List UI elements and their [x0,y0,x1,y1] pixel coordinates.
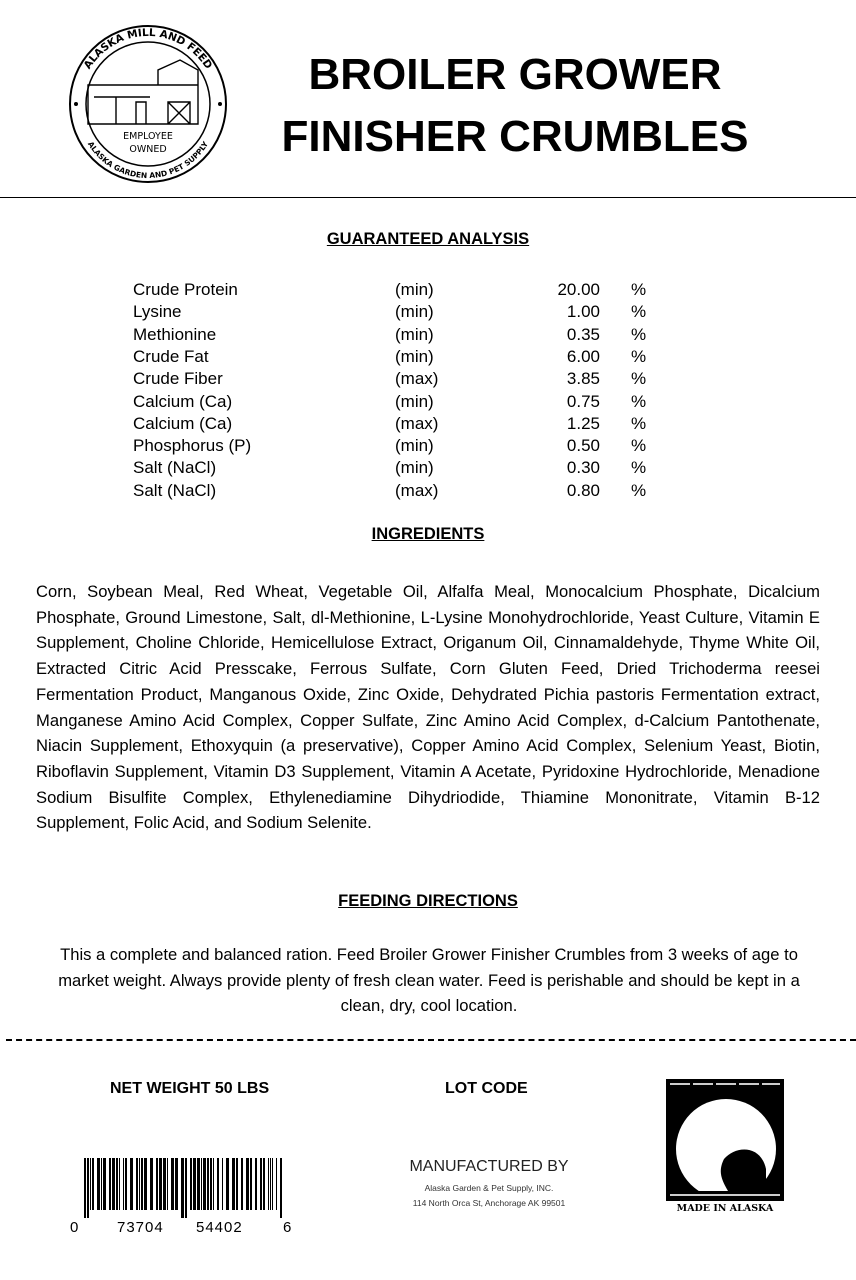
manufactured-by-label: MANUFACTURED BY [409,1158,569,1175]
barcode-bar [119,1158,120,1210]
nutrient-name: Calcium (Ca) [133,391,233,411]
nutrient-name: Crude Fat [133,346,209,366]
barcode-bar [226,1158,229,1210]
nutrient-basis: (min) [395,391,434,411]
manufacturer-block [380,1158,598,1208]
barcode-bar [103,1158,106,1210]
barcode-bar [125,1158,127,1210]
nutrient-basis: (max) [395,413,439,433]
barcode-bar [246,1158,249,1210]
barcode-bar [268,1158,269,1210]
barcode-digit-1: 0 [70,1219,79,1236]
barcode-bar [190,1158,192,1210]
nutrient-name: Salt (NaCl) [133,458,217,478]
barcode-bar [272,1158,273,1210]
barcode-bar [280,1158,282,1218]
barcode-bar [171,1158,174,1210]
svg-text:ALASKA GARDEN AND PET SUPPLY: ALASKA GARDEN AND PET SUPPLY [86,139,210,181]
ingredients-heading: INGREDIENTS [371,525,485,543]
nutrient-value: 0.75 [566,391,600,411]
title-line-1: BROILER GROWER [308,50,722,99]
barcode-bar [263,1158,265,1210]
barcode-bar [201,1158,202,1210]
barcode-bar [139,1158,140,1210]
nutrient-basis: (min) [395,458,434,478]
nutrient-unit: % [631,280,647,299]
barcode-bar [270,1158,271,1210]
barcode [82,1158,286,1218]
nutrient-unit: % [631,302,647,322]
barcode-bar [276,1158,277,1210]
nutrient-value: 1.00 [566,302,600,322]
nutrient-basis: (max) [395,480,439,500]
barcode-bar [175,1158,178,1210]
barcode-bar [144,1158,147,1210]
nutrient-value: 0.50 [566,436,600,456]
barcode-bar [217,1158,219,1210]
nutrient-value: 3.85 [566,369,600,389]
barcode-bar [203,1158,206,1210]
barcode-bar [90,1158,91,1210]
nutrient-name: Crude Fiber [133,369,223,389]
guaranteed-analysis-heading: GUARANTEED ANALYSIS [326,230,530,248]
nutrient-name: Crude Protein [133,280,238,299]
polar-bear-icon [666,1079,784,1201]
barcode-bar [84,1158,86,1218]
nutrient-value: 0.80 [566,480,600,500]
nutrient-basis: (min) [395,324,434,344]
lot-code-label: LOT CODE [445,1080,528,1097]
nutrient-unit: % [631,324,647,344]
nutrient-basis: (min) [395,302,434,322]
barcode-bar [150,1158,153,1210]
nutrient-basis: (min) [395,346,434,366]
nutrient-value: 0.35 [566,324,600,344]
barcode-bar [207,1158,209,1210]
nutrient-name: Phosphorus (P) [133,436,252,456]
alaska-mill-and-feed-logo [58,22,238,187]
nutrient-unit: % [631,480,647,500]
barcode-bar [255,1158,257,1210]
barcode-bar [213,1158,214,1210]
nutrient-unit: % [631,413,647,433]
nutrient-basis: (min) [395,436,434,456]
barcode-digits-2: 73704 [117,1219,164,1236]
made-in-alaska-logo [666,1079,784,1201]
nutrient-value: 0.30 [566,458,600,478]
header-divider [0,197,856,198]
title-line-2: FINISHER CRUMBLES [281,112,749,161]
barcode-bar [101,1158,102,1210]
nutrient-name: Calcium (Ca) [133,413,233,433]
svg-text:EMPLOYEE: EMPLOYEE [123,131,173,142]
product-title [230,44,800,168]
feeding-directions-text: This a complete and balanced ration. Feed Broiler Grower Finisher Crumbles from 3 weeks of age to market weight. Always provide plenty of fresh clean water. Feed is perishable and should be kept in a clean, dry, cool location. [58,945,800,1016]
barcode-bar [130,1158,133,1210]
feeding-directions-heading: FEEDING DIRECTIONS [338,892,518,910]
barcode-bar [210,1158,212,1210]
nutrient-value: 6.00 [566,346,600,366]
barcode-digit-4: 6 [283,1219,292,1236]
svg-text:OWNED: OWNED [129,144,167,155]
net-weight: NET WEIGHT 50 LBS [110,1080,270,1097]
nutrient-unit: % [631,391,647,411]
barcode-bar [260,1158,262,1210]
barcode-bar [123,1158,124,1210]
barcode-bar [185,1158,187,1218]
nutrient-basis: (min) [395,280,434,299]
barcode-bar [92,1158,94,1210]
ingredients-text: Corn, Soybean Meal, Red Wheat, Vegetable Oil, Alfalfa Meal, Monocalcium Phosphate, Dicalcium Phosphate, Ground Limestone, Salt, dl-Methionine, L-Lysine Monohydrochloride, Yeast Culture, Vitamin E Supplement, Choline Chloride, Hemicellulose Extract, Origanum Oil, Cinnamaldehyde, Thyme White Oil, Extracted Citric Acid Presscake, Ferrous Sulfate, Corn Gluten Feed, Dried Trichoderma reesei Fermentation Product, Manganous Oxide, Zinc Oxide, Dehydrated Pichia pastoris Fermentation extract, Manganese Amino Acid Complex, Copper Sulfate, Zinc Amino Acid Complex, d-Calcium Pantothenate, Niacin Supplement, Ethoxyquin (a preservative), Copper Amino Acid Complex, Selenium Yeast, Biotin, Riboflavin Supplement, Vitamin D3 Supplement, Vitamin A Acetate, Pyridoxine Hydrochloride, Menadione Sodium Bisulfite Complex, Ethylenediamine Dihydriodide, Thiamine Mononitrate, Vitamin B-12 Supplement, Folic Acid, and Sodium Selenite. [36,582,820,833]
nutrient-unit: % [631,458,647,478]
barcode-bar [97,1158,100,1210]
manufacturer-name: Alaska Garden & Pet Supply, INC. [424,1183,554,1193]
barcode-bar [136,1158,138,1210]
barcode-bar [197,1158,200,1210]
barcode-bar [159,1158,162,1210]
barcode-bar [112,1158,115,1210]
nutrient-name: Methionine [133,324,217,344]
nutrient-value: 1.25 [566,413,600,433]
dashed-divider [6,1039,856,1041]
nutrient-unit: % [631,369,647,389]
barcode-bar [141,1158,143,1210]
nutrient-name: Lysine [133,302,182,322]
nutrient-unit: % [631,436,647,456]
barcode-bar [87,1158,89,1218]
made-in-alaska-text: MADE IN ALASKA [676,1203,774,1214]
barcode-bar [250,1158,252,1210]
barcode-bar [232,1158,235,1210]
barcode-digits-3: 54402 [196,1219,243,1236]
nutrient-name: Salt (NaCl) [133,480,217,500]
manufacturer-address: 114 North Orca St, Anchorage AK 99501 [412,1198,566,1208]
barcode-bar [181,1158,184,1218]
nutrient-unit: % [631,346,647,366]
barcode-bar [222,1158,223,1210]
nutrient-value: 20.00 [557,280,600,299]
barcode-bar [109,1158,111,1210]
barcode-bar [241,1158,243,1210]
barcode-bar [236,1158,238,1210]
barcode-bar [163,1158,166,1210]
barcode-bar [116,1158,118,1210]
barcode-bar [167,1158,168,1210]
barcode-bar [193,1158,196,1210]
svg-text:ALASKA MILL AND FEED: ALASKA MILL AND FEED [81,26,215,72]
nutrient-basis: (max) [395,369,439,389]
barcode-bar [156,1158,158,1210]
